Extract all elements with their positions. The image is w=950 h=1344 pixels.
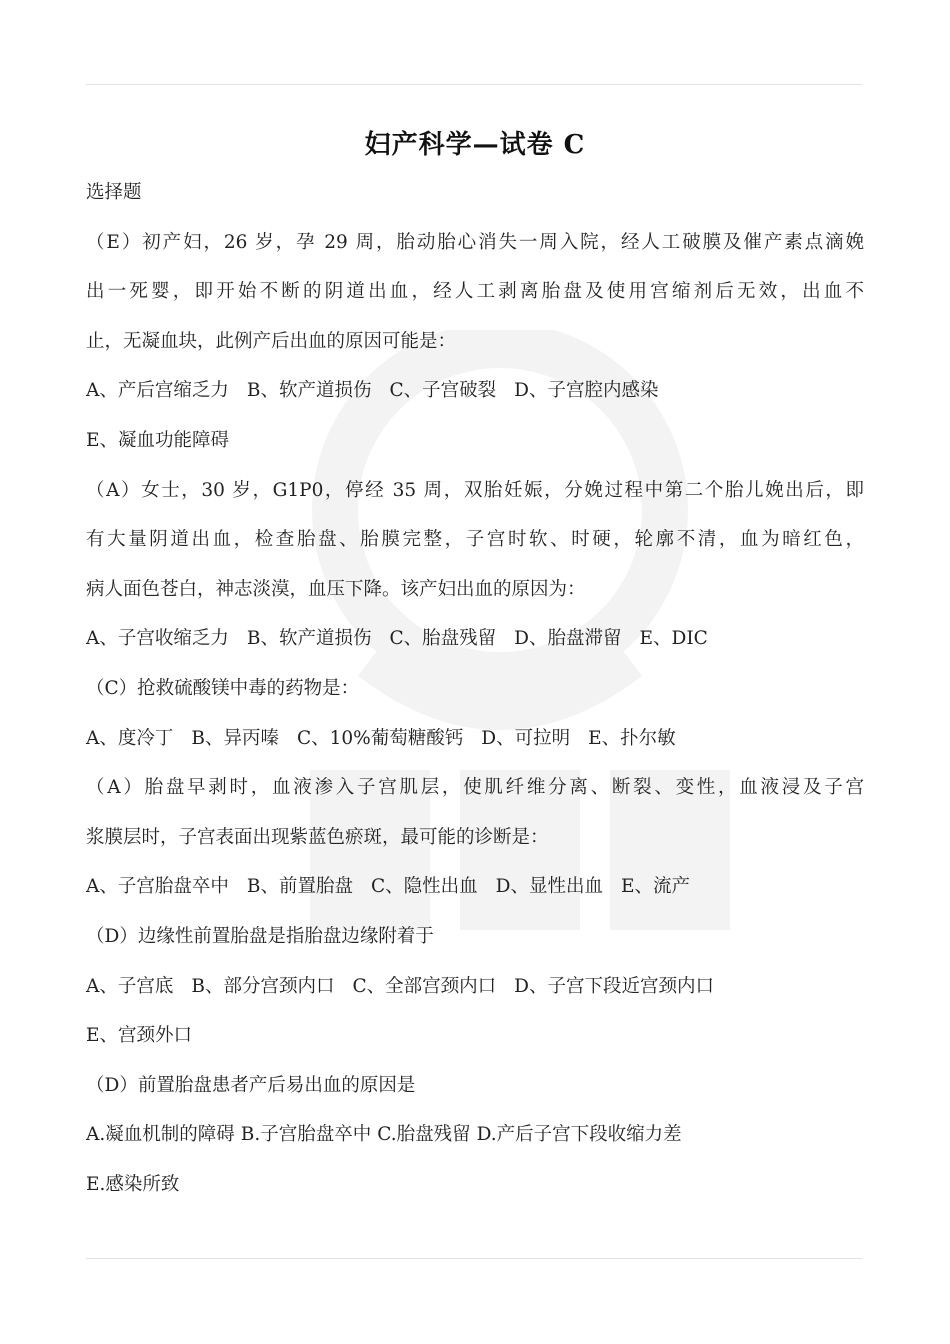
question-2-text-line-2: 有大量阴道出血，检查胎盘、胎膜完整，子宫时软、时硬，轮廓不清，血为暗红色， (86, 529, 864, 551)
question-3-option-c: C、10%葡萄糖酸钙 (296, 727, 464, 749)
question-6-text-line-1: （D）前置胎盘患者产后易出血的原因是 (86, 1074, 416, 1096)
question-1-option-a: A、产后宫缩乏力 (86, 380, 229, 402)
footer-rule (86, 1258, 862, 1259)
question-3-option-d: D、可拉明 (481, 727, 571, 749)
question-list (86, 168, 864, 1209)
header-rule (86, 84, 862, 85)
question-2-option-b: B、软产道损伤 (246, 628, 372, 650)
question-3-option-a: A、度冷丁 (86, 727, 174, 749)
question-1-options-row-2 (86, 416, 864, 466)
question-5-option-e: E、宫颈外口 (86, 1025, 193, 1047)
question-2-option-e: E、DIC (639, 628, 708, 650)
section-heading: 选择题 (86, 182, 142, 203)
question-2-option-a: A、子宫收缩乏力 (86, 628, 229, 650)
question-1-option-d: D、子宫腔内感染 (514, 380, 659, 402)
question-6-options (86, 1110, 864, 1160)
question-1-option-c: C、子宫破裂 (389, 380, 497, 402)
question-6-option-e: E.感染所致 (86, 1173, 180, 1195)
question-1-options (86, 366, 864, 416)
question-4-text-line-1: （A）胎盘早剥时，血液渗入子宫肌层，使肌纤维分离、断裂、变性，血液浸及子宫 (86, 777, 864, 799)
question-4-option-b: B、前置胎盘 (246, 876, 353, 898)
question-6-option-b: B.子宫胎盘卒中 (240, 1124, 372, 1146)
question-5-options-row-2 (86, 1011, 864, 1061)
page-title: 妇产科学—试卷 C (364, 130, 586, 160)
question-4-options (86, 862, 864, 912)
question-1-text-line-2: 出一死婴，即开始不断的阴道出血，经人工剥离胎盘及使用宫缩剂后无效，出血不 (86, 281, 864, 303)
question-4-option-d: D、显性出血 (495, 876, 603, 898)
question-3-options (86, 714, 864, 764)
question-2-text-line-3: 病人面色苍白，神志淡漠，血压下降。该产妇出血的原因为： (86, 578, 586, 600)
question-2-text-line-1: （A）女士，30 岁，G1P0，停经 35 周，双胎妊娠，分娩过程中第二个胎儿娩出后，即 (86, 479, 864, 501)
question-5-options (86, 962, 864, 1012)
question-3-option-e: E、扑尔敏 (588, 727, 676, 749)
question-4-option-a: A、子宫胎盘卒中 (86, 876, 229, 898)
question-3-option-b: B、异丙嗪 (191, 727, 279, 749)
question-5-text-line-1: （D）边缘性前置胎盘是指胎盘边缘附着于 (86, 925, 434, 947)
question-4-option-e: E、流产 (620, 876, 690, 898)
question-6-option-d: D.产后子宫下段收缩力差 (476, 1124, 682, 1146)
question-1-text-line-3: 止，无凝血块，此例产后出血的原因可能是： (86, 330, 457, 352)
question-2-option-d: D、胎盘滞留 (514, 628, 622, 650)
question-1-text-line-1: （E）初产妇，26 岁，孕 29 周，胎动胎心消失一周入院，经人工破膜及催产素点滴娩 (86, 231, 864, 253)
question-5-option-a: A、子宫底 (86, 975, 174, 997)
question-4-text-line-2: 浆膜层时，子宫表面出现紫蓝色瘀斑，最可能的诊断是： (86, 826, 549, 848)
question-5-option-d: D、子宫下段近宫颈内口 (514, 975, 714, 997)
question-3-text-line-1: （C）抢救硫酸镁中毒的药物是： (86, 677, 360, 699)
question-6-options-row-2 (86, 1160, 864, 1210)
question-5-option-c: C、全部宫颈内口 (352, 975, 497, 997)
question-5-option-b: B、部分宫颈内口 (191, 975, 335, 997)
question-1-option-b: B、软产道损伤 (246, 380, 372, 402)
question-2-option-c: C、胎盘残留 (389, 628, 497, 650)
question-4-option-c: C、隐性出血 (370, 876, 478, 898)
question-2-options (86, 614, 864, 664)
question-1-option-e: E、凝血功能障碍 (86, 429, 230, 451)
question-6-option-c: C.胎盘残留 (377, 1124, 471, 1146)
question-6-option-a: A.凝血机制的障碍 (86, 1124, 235, 1146)
